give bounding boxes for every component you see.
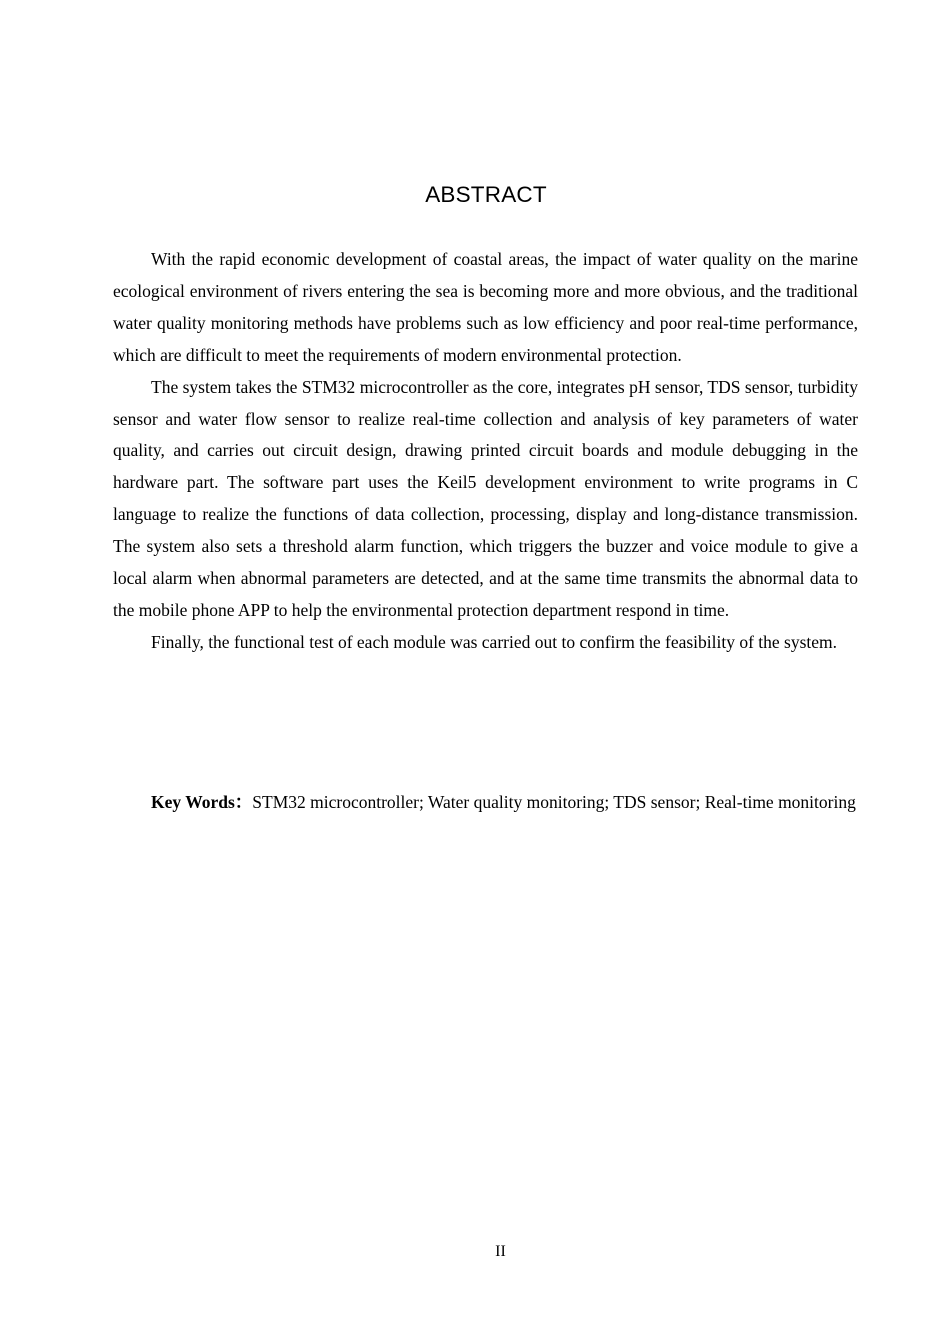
- abstract-paragraph-3: Finally, the functional test of each module was carried out to confirm the feasibility of the system.: [151, 631, 838, 652]
- abstract-body: [113, 244, 858, 659]
- abstract-paragraph-1: With the rapid economic development of coastal areas, the impact of water quality on the marine ecological environment of rivers entering the sea is becoming more and more obvious, and the traditional water quality monitoring methods have problems such as low efficiency and poor real-time performance, which are difficult to meet the requirements of modern environmental protection.: [113, 249, 858, 365]
- keywords-line: [113, 787, 858, 819]
- keywords-text: STM32 microcontroller; Water quality monitoring; TDS sensor; Real-time monitoring: [252, 792, 856, 812]
- abstract-title: ABSTRACT: [425, 182, 547, 207]
- keywords-label: Key Words：: [151, 792, 253, 812]
- page-number: II: [495, 1243, 506, 1260]
- abstract-paragraph-2: The system takes the STM32 microcontroller as the core, integrates pH sensor, TDS sensor, turbidity sensor and water flow sensor to realize real-time collection and analysis of key parameters of water quality, and carries out circuit design, drawing printed circuit boards and module debugging in the hardware part. The software part uses the Keil5 development environment to write programs in C language to realize the functions of data collection, processing, display and long-distance transmission. The system also sets a threshold alarm function, which triggers the buzzer and voice module to give a local alarm when abnormal parameters are detected, and at the same time transmits the abnormal data to the mobile phone APP to help the environmental protection department respond in time.: [113, 376, 858, 620]
